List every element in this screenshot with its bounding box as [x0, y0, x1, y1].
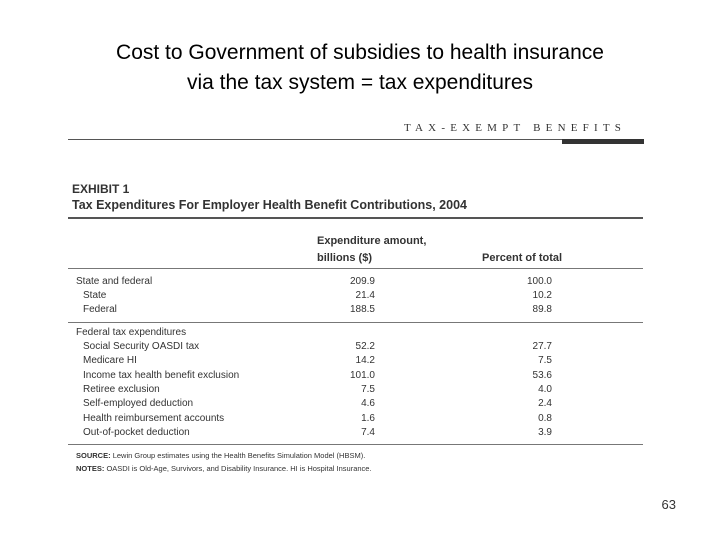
- slide-title-line-2: via the tax system = tax expenditures: [186, 71, 534, 94]
- source-note-label: SOURCE:: [76, 451, 111, 460]
- row-amount: 4.6: [361, 398, 375, 410]
- row-label: Medicare HI: [83, 355, 137, 367]
- row-percent: 7.5: [538, 355, 552, 367]
- row-percent: 53.6: [532, 369, 552, 381]
- column-header-amount-line-2: billions ($): [317, 252, 372, 264]
- column-header-percent: Percent of total: [482, 252, 563, 264]
- row-amount: 188.5: [349, 304, 375, 315]
- row-amount: 1.6: [361, 412, 375, 424]
- table-row: [0, 341, 720, 355]
- table-row: [0, 427, 720, 441]
- header-bottom-rule: [68, 268, 643, 269]
- row-amount: 101.0: [349, 369, 375, 381]
- header-bar: [562, 139, 644, 144]
- table-row: [0, 355, 720, 369]
- table-row: [0, 413, 720, 427]
- header-rule: [68, 139, 643, 140]
- table-row: [0, 290, 720, 304]
- row-label: Retiree exclusion: [83, 383, 160, 395]
- row-label: Health reimbursement accounts: [83, 412, 225, 424]
- section-rule: [68, 322, 643, 323]
- table-row: [0, 276, 720, 290]
- table-row: [0, 398, 720, 412]
- row-label: State: [83, 290, 107, 301]
- source-note-text: Lewin Group estimates using the Health Benefits Simulation Model (HBSM).: [112, 451, 366, 460]
- section-label-federal: Federal tax expenditures: [76, 327, 187, 338]
- row-percent: 0.8: [538, 412, 552, 424]
- row-amount: 52.2: [355, 341, 375, 352]
- row-percent: 3.9: [538, 426, 552, 438]
- slide-title-line-1: Cost to Government of subsidies to health insurance: [116, 41, 604, 64]
- exhibit-title: Tax Expenditures For Employer Health Benefit Contributions, 2004: [72, 198, 467, 212]
- column-header-amount-line-1: Expenditure amount,: [317, 235, 427, 247]
- row-percent: 100.0: [526, 276, 552, 287]
- row-label: Income tax health benefit exclusion: [83, 369, 240, 381]
- row-amount: 21.4: [355, 290, 375, 301]
- row-amount: 7.5: [361, 383, 375, 395]
- source-note: [76, 451, 365, 460]
- row-label: Social Security OASDI tax: [83, 341, 200, 352]
- row-percent: 10.2: [532, 290, 552, 301]
- slide-title: [0, 38, 720, 98]
- table-row: [0, 384, 720, 398]
- page-number: 63: [661, 497, 676, 512]
- exhibit-label: EXHIBIT 1: [72, 182, 130, 196]
- row-amount: 14.2: [355, 355, 375, 367]
- row-percent: 2.4: [538, 398, 552, 410]
- row-label: Self-employed deduction: [83, 398, 194, 410]
- article-header: TAX-EXEMPT BENEFITS: [404, 122, 627, 134]
- row-percent: 89.8: [532, 304, 552, 315]
- notes-note-label: NOTES:: [76, 464, 105, 473]
- row-label: State and federal: [76, 276, 153, 287]
- row-percent: 4.0: [538, 383, 552, 395]
- row-percent: 27.7: [532, 341, 552, 352]
- table-bottom-rule: [68, 444, 643, 445]
- row-label: Out-of-pocket deduction: [83, 426, 190, 438]
- row-label: Federal: [83, 304, 117, 315]
- column-header-amount: [317, 233, 426, 267]
- notes-note-text: OASDI is Old-Age, Survivors, and Disability Insurance. HI is Hospital Insurance.: [106, 464, 372, 473]
- table-top-rule: [68, 217, 643, 219]
- row-amount: 7.4: [361, 426, 375, 438]
- notes-note: [76, 464, 372, 473]
- table-row: [0, 304, 720, 318]
- table-row: [0, 370, 720, 384]
- row-amount: 209.9: [349, 276, 375, 287]
